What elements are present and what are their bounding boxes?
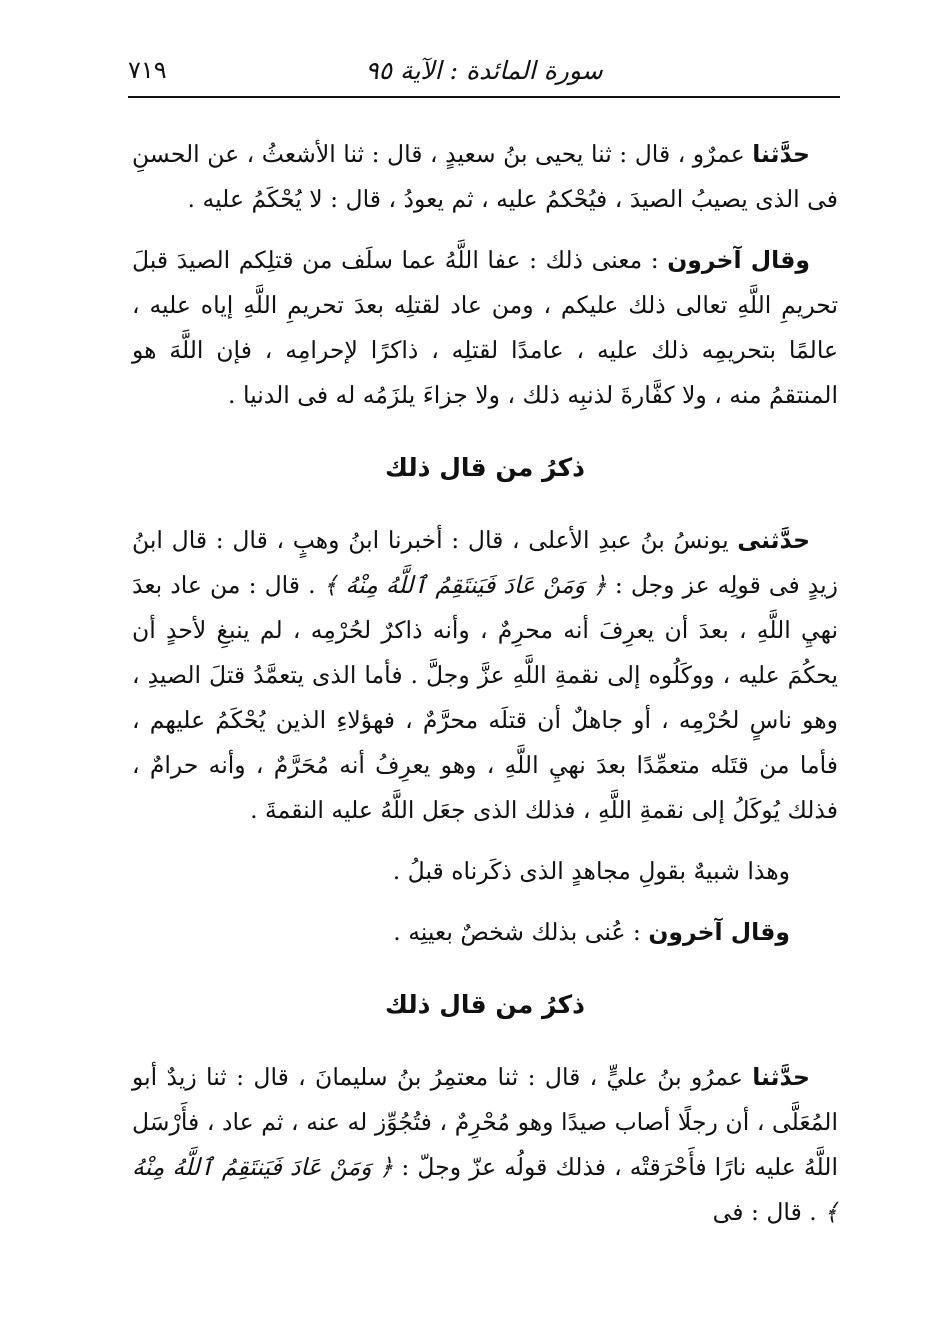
page-header xyxy=(128,52,840,98)
paragraph-text: عمرٌو ، قال : ثنا يحيى بنُ سعيدٍ ، قال : ثنا الأشعثُ ، عن الحسنِ فى الذى يصيبُ الصيدَ ، فيُحْكمُ عليه ، ثم يعودُ ، قال : لا يُحْكَمُ عليه . xyxy=(132,140,838,213)
paragraph-text: . قال : فى xyxy=(712,1198,825,1226)
paragraph-text: عمرُو بنُ عليٍّ ، قال : ثنا معتمِرُ بنُ سليمانَ ، قال : ثنا زيدٌ أبو المُعَلَّى ، أن رجلًا أصاب صيدًا وهو مُحْرِمٌ ، فتُجُوِّز له عنه ، ثم عاد ، فأَرْسَل اللَّهُ عليه نارًا فأَحْرَقتْه ، فذلك قولُه عزّ وجلّ : xyxy=(132,1063,838,1181)
quran-quote: ﴿ وَمَنْ عَادَ فَيَنتَقِمُ ٱللَّهُ مِنْهُ ﴾ xyxy=(132,1153,838,1226)
paragraph-6 xyxy=(132,1055,838,1235)
paragraph-4: وهذا شبيهٌ بقولِ مجاهدٍ الذى ذكَرناه قبلُ . xyxy=(392,857,790,885)
section-heading-1: ذكرُ من قال ذلك xyxy=(385,453,585,482)
paragraph-text: : معنى ذلك : عفا اللَّهُ عما سلَف من قتلِكم الصيدَ قبلَ تحريمِ اللَّهِ تعالى ذلك عليكم ، ومن عاد لقتلِه بعدَ تحريمِ اللَّهِ إياه عليه ، عالمًا بتحريمِه ذلك عليه ، عامدًا لقتلِه ، ذاكرًا لإحرامِه ، فإن اللَّهَ هو المنتقمُ منه ، ولا كفَّارةَ لذنبِه ذلك ، ولا جزاءَ يلزَمُه له فى الدنيا . xyxy=(132,246,838,409)
paragraph-2 xyxy=(132,238,838,418)
running-title: سورة المائدة : الآية ٩٥ xyxy=(365,56,603,85)
paragraph-text: يونسُ بنُ عبدِ الأعلى ، قال : أخبرنا ابنُ وهبٍ ، قال : قال ابنُ زيدٍ فى قولِه عز وجل : xyxy=(132,526,839,599)
paragraph-5 xyxy=(132,910,838,955)
opinion-lead: وقال آخرون xyxy=(667,246,810,274)
narration-lead: حدَّثنى xyxy=(737,526,810,554)
quran-quote: ﴿ وَمَنْ عَادَ فَيَنتَقِمُ ٱللَّهُ مِنْهُ ﴾ xyxy=(323,571,607,599)
paragraph-3 xyxy=(132,518,838,833)
paragraph-text: . قال : من عاد بعدَ نهيِ اللَّهِ ، بعدَ أن يعرِفَ أنه محرِمٌ ، وأنه ذاكرٌ لحُرْمِه ، لم ينبغِ لأحدٍ أن يحكُمَ عليه ، ووكَلُوه إلى نقمةِ اللَّهِ عزَّ وجلَّ . فأما الذى يتعمَّدُ قتلَ الصيدِ ، وهو ناسٍ لحُرْمِه ، أو جاهلٌ أن قتلَه محرَّمٌ ، فهؤلاءِ الذين يُحْكَمُ عليهم ، فأما من قتَله متعمِّدًا بعدَ نهيِ اللَّهِ ، وهو يعرِفُ أنه مُحَرَّمٌ ، وأنه حرامٌ ، فذلك يُوكَلُ إلى نقمةِ اللَّهِ ، فذلك الذى جعَل اللَّهُ عليه النقمةَ . xyxy=(132,571,838,824)
header-rule xyxy=(128,96,840,98)
section-heading-2: ذكرُ من قال ذلك xyxy=(385,990,585,1019)
narration-lead: حدَّثنا xyxy=(752,140,810,168)
narration-lead: حدَّثنا xyxy=(752,1063,810,1091)
opinion-lead: وقال آخرون xyxy=(648,918,790,946)
paragraph-1 xyxy=(132,132,838,222)
page-body xyxy=(132,132,838,1235)
page-number: ٧١٩ xyxy=(128,56,167,84)
paragraph-text: : عُنى بذلك شخصٌ بعينِه . xyxy=(393,918,649,946)
